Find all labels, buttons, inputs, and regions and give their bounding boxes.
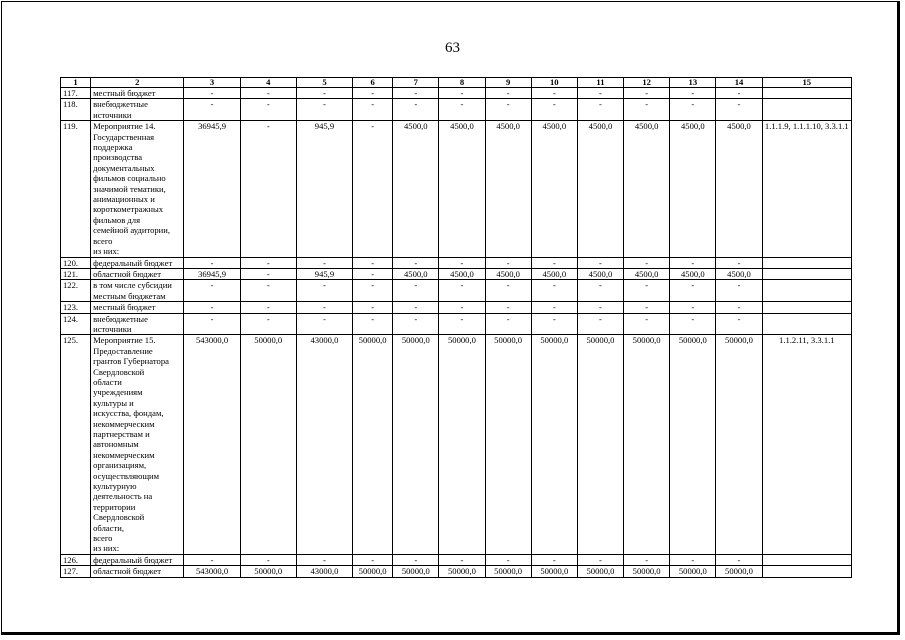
value-cell: 50000,0 (393, 335, 439, 555)
value-cell: - (577, 88, 623, 99)
row-name-line: внебюджетные (93, 313, 148, 324)
row-number: 121. (61, 268, 91, 279)
row-name-line: учреждениям (93, 387, 143, 398)
value-cell: - (577, 99, 623, 121)
value-cell: 945,9 (296, 268, 352, 279)
value-cell: 4500,0 (393, 121, 439, 257)
table-row (61, 335, 852, 555)
value-cell: 4500,0 (393, 268, 439, 279)
value-cell: - (531, 280, 577, 302)
value-cell: - (393, 302, 439, 313)
target-reference (762, 554, 851, 565)
value-cell: - (439, 99, 485, 121)
value-cell: - (184, 313, 240, 335)
value-cell: - (716, 313, 762, 335)
value-cell: 4500,0 (716, 268, 762, 279)
value-cell: - (353, 121, 393, 257)
column-header: 6 (353, 78, 393, 88)
value-cell: 4500,0 (624, 121, 670, 257)
row-name-line: территории (93, 501, 136, 512)
row-name (91, 554, 184, 565)
row-name-line: деятельность на (93, 491, 153, 502)
value-cell: - (393, 554, 439, 565)
row-name-line: автономным (93, 439, 139, 450)
column-header: 13 (670, 78, 716, 88)
value-cell: - (531, 257, 577, 268)
value-cell: 543000,0 (184, 566, 240, 577)
value-cell: - (184, 280, 240, 302)
row-name-line: некоммерческим (93, 418, 155, 429)
value-cell: - (439, 313, 485, 335)
value-cell: - (716, 302, 762, 313)
column-header: 10 (531, 78, 577, 88)
value-cell: - (670, 554, 716, 565)
value-cell: - (240, 88, 296, 99)
value-cell: 4500,0 (577, 121, 623, 257)
column-header: 1 (61, 78, 91, 88)
value-cell: - (670, 257, 716, 268)
value-cell: - (624, 99, 670, 121)
value-cell: - (670, 99, 716, 121)
row-name-line: Мероприятие 14. (93, 121, 156, 132)
value-cell: - (353, 257, 393, 268)
row-name-line: искусства, фондам, (93, 408, 164, 419)
row-name-line: из них: (93, 246, 120, 257)
row-name-line: всего (93, 235, 113, 246)
value-cell: - (670, 313, 716, 335)
row-name (91, 257, 184, 268)
value-cell: - (353, 554, 393, 565)
row-name-line: из них: (93, 543, 120, 554)
value-cell: - (624, 257, 670, 268)
value-cell: 543000,0 (184, 335, 240, 555)
header-row (61, 78, 852, 88)
value-cell: 36945,9 (184, 121, 240, 257)
table-row (61, 99, 852, 121)
value-cell: 50000,0 (353, 566, 393, 577)
value-cell: - (240, 554, 296, 565)
row-name-line: партнерствам и (93, 429, 150, 439)
table-row (61, 88, 852, 99)
value-cell: - (716, 99, 762, 121)
value-cell: 4500,0 (716, 121, 762, 257)
value-cell: - (393, 257, 439, 268)
row-name-line: в том числе субсидии (93, 280, 172, 291)
column-header: 4 (240, 78, 296, 88)
column-header: 11 (577, 78, 623, 88)
row-name-line: короткометражных (93, 204, 164, 215)
value-cell: 50000,0 (716, 335, 762, 555)
column-header: 5 (296, 78, 352, 88)
row-number: 120. (61, 257, 91, 268)
value-cell: - (240, 302, 296, 313)
value-cell: - (531, 88, 577, 99)
value-cell: 50000,0 (577, 566, 623, 577)
value-cell: 50000,0 (353, 335, 393, 555)
value-cell: - (716, 554, 762, 565)
row-name (91, 302, 184, 313)
target-reference (762, 280, 851, 302)
row-name (91, 335, 184, 555)
column-header: 3 (184, 78, 240, 88)
row-name-line: Мероприятие 15. (93, 335, 156, 346)
row-name-line: местным бюджетам (93, 290, 166, 301)
row-name-line: источники (93, 109, 132, 120)
value-cell: - (393, 88, 439, 99)
value-cell: - (184, 99, 240, 121)
value-cell: - (531, 554, 577, 565)
value-cell: - (624, 554, 670, 565)
column-header: 2 (91, 78, 184, 88)
value-cell: - (670, 88, 716, 99)
value-cell: - (393, 280, 439, 302)
value-cell: - (184, 88, 240, 99)
value-cell: - (716, 257, 762, 268)
row-name-line: местный бюджет (93, 88, 156, 98)
table-row (61, 280, 852, 302)
row-number: 117. (61, 88, 91, 99)
value-cell: - (531, 99, 577, 121)
row-name (91, 566, 184, 577)
value-cell: - (353, 268, 393, 279)
value-cell: - (716, 280, 762, 302)
target-reference (762, 566, 851, 577)
value-cell: 4500,0 (577, 268, 623, 279)
page-number: 63 (445, 40, 460, 56)
row-number: 124. (61, 313, 91, 335)
value-cell: - (353, 313, 393, 335)
value-cell: 50000,0 (624, 335, 670, 555)
row-name-line: источники (93, 323, 132, 334)
row-name-line: анимационных и (93, 194, 155, 205)
row-name (91, 99, 184, 121)
value-cell: - (296, 313, 352, 335)
value-cell: - (485, 313, 531, 335)
value-cell: - (393, 99, 439, 121)
value-cell: 4500,0 (670, 121, 716, 257)
row-name-line: Предоставление (93, 345, 153, 356)
value-cell: 50000,0 (439, 335, 485, 555)
value-cell: - (485, 302, 531, 313)
target-reference (762, 302, 851, 313)
row-name-line: культурную (93, 481, 137, 492)
value-cell: 50000,0 (485, 566, 531, 577)
value-cell: - (577, 257, 623, 268)
value-cell: - (670, 280, 716, 302)
value-cell: 50000,0 (393, 566, 439, 577)
value-cell: - (624, 302, 670, 313)
value-cell: - (240, 268, 296, 279)
row-name-line: федеральный бюджет (93, 257, 173, 268)
row-number: 119. (61, 121, 91, 257)
row-name-line: внебюджетные (93, 99, 148, 110)
value-cell: - (184, 302, 240, 313)
value-cell: 50000,0 (577, 335, 623, 555)
row-name (91, 268, 184, 279)
value-cell: - (439, 280, 485, 302)
table-body (61, 78, 852, 578)
row-name-line: областной бюджет (93, 268, 162, 279)
row-number: 122. (61, 280, 91, 302)
row-name-line: производства (93, 152, 143, 163)
value-cell: 50000,0 (670, 566, 716, 577)
target-reference (762, 88, 851, 99)
value-cell: 4500,0 (439, 268, 485, 279)
row-name-line: некоммерческим (93, 449, 155, 460)
row-name-line: фильмов социально (93, 173, 166, 184)
value-cell: 50000,0 (439, 566, 485, 577)
value-cell: - (296, 99, 352, 121)
value-cell: - (296, 257, 352, 268)
value-cell: 50000,0 (531, 335, 577, 555)
value-cell: - (240, 280, 296, 302)
value-cell: - (531, 302, 577, 313)
value-cell: 4500,0 (531, 268, 577, 279)
column-header: 8 (439, 78, 485, 88)
value-cell: - (240, 313, 296, 335)
budget-table (60, 77, 852, 578)
value-cell: - (184, 257, 240, 268)
row-name-line: грантов Губернатора (93, 356, 169, 367)
row-name (91, 88, 184, 99)
row-name-line: Государственная (93, 131, 155, 142)
target-reference (762, 268, 851, 279)
table-row (61, 257, 852, 268)
table-row (61, 121, 852, 257)
value-cell: 4500,0 (485, 121, 531, 257)
value-cell: - (485, 88, 531, 99)
value-cell: 50000,0 (716, 566, 762, 577)
row-name-line: семейной аудитории, (93, 225, 171, 236)
column-header: 7 (393, 78, 439, 88)
value-cell: - (296, 88, 352, 99)
value-cell: 50000,0 (624, 566, 670, 577)
value-cell: 36945,9 (184, 268, 240, 279)
value-cell: 4500,0 (485, 268, 531, 279)
row-name (91, 313, 184, 335)
value-cell: - (577, 280, 623, 302)
target-reference (762, 313, 851, 335)
value-cell: - (353, 88, 393, 99)
value-cell: - (393, 313, 439, 335)
value-cell: - (624, 313, 670, 335)
value-cell: 4500,0 (439, 121, 485, 257)
value-cell: 43000,0 (296, 335, 352, 555)
value-cell: 50000,0 (531, 566, 577, 577)
value-cell: - (485, 554, 531, 565)
row-name-line: области, (93, 522, 124, 533)
value-cell: 4500,0 (531, 121, 577, 257)
row-name (91, 121, 184, 257)
column-header: 15 (762, 78, 851, 88)
row-name-line: Свердловской (93, 512, 145, 523)
value-cell: - (439, 302, 485, 313)
row-name-line: всего (93, 533, 113, 544)
target-reference: 1.1.1.9, 1.1.1.10, 3.3.1.1 (762, 121, 851, 257)
value-cell: - (353, 99, 393, 121)
value-cell: - (531, 313, 577, 335)
column-header: 12 (624, 78, 670, 88)
value-cell: - (485, 99, 531, 121)
row-number: 127. (61, 566, 91, 577)
value-cell: 4500,0 (670, 268, 716, 279)
value-cell: 945,9 (296, 121, 352, 257)
value-cell: - (240, 257, 296, 268)
value-cell: - (184, 554, 240, 565)
row-name-line: осуществляющим (93, 470, 160, 481)
row-name (91, 280, 184, 302)
row-name-line: местный бюджет (93, 302, 156, 313)
value-cell: - (624, 280, 670, 302)
value-cell: - (240, 99, 296, 121)
row-name-line: документальных (93, 162, 155, 173)
value-cell: - (670, 302, 716, 313)
value-cell: - (296, 554, 352, 565)
value-cell: - (624, 88, 670, 99)
row-name-line: Свердловской (93, 366, 145, 377)
value-cell: 50000,0 (485, 335, 531, 555)
table-row (61, 566, 852, 577)
row-name-line: культуры и (93, 397, 134, 408)
row-name-line: поддержка (93, 142, 133, 153)
value-cell: - (485, 257, 531, 268)
row-name-line: области (93, 376, 122, 387)
row-number: 126. (61, 554, 91, 565)
target-reference: 1.1.2.11, 3.3.1.1 (762, 335, 851, 555)
table-row (61, 268, 852, 279)
target-reference (762, 99, 851, 121)
row-name-line: фильмов для (93, 214, 141, 225)
value-cell: - (577, 554, 623, 565)
value-cell: - (353, 302, 393, 313)
value-cell: - (485, 280, 531, 302)
value-cell: - (439, 554, 485, 565)
target-reference (762, 257, 851, 268)
row-name-line: значимой тематики, (93, 183, 166, 194)
value-cell: 43000,0 (296, 566, 352, 577)
column-header: 9 (485, 78, 531, 88)
row-number: 123. (61, 302, 91, 313)
value-cell: - (716, 88, 762, 99)
value-cell: 50000,0 (670, 335, 716, 555)
value-cell: - (296, 302, 352, 313)
value-cell: - (353, 280, 393, 302)
row-name-line: федеральный бюджет (93, 554, 173, 565)
column-header: 14 (716, 78, 762, 88)
value-cell: - (296, 280, 352, 302)
value-cell: - (577, 302, 623, 313)
row-name-line: областной бюджет (93, 566, 162, 577)
value-cell: - (439, 257, 485, 268)
value-cell: - (577, 313, 623, 335)
value-cell: - (439, 88, 485, 99)
row-number: 118. (61, 99, 91, 121)
value-cell: - (240, 121, 296, 257)
value-cell: 4500,0 (624, 268, 670, 279)
table-row (61, 554, 852, 565)
table-row (61, 302, 852, 313)
value-cell: 50000,0 (240, 335, 296, 555)
value-cell: 50000,0 (240, 566, 296, 577)
row-name-line: организациям, (93, 460, 147, 471)
table-row (61, 313, 852, 335)
row-number: 125. (61, 335, 91, 555)
